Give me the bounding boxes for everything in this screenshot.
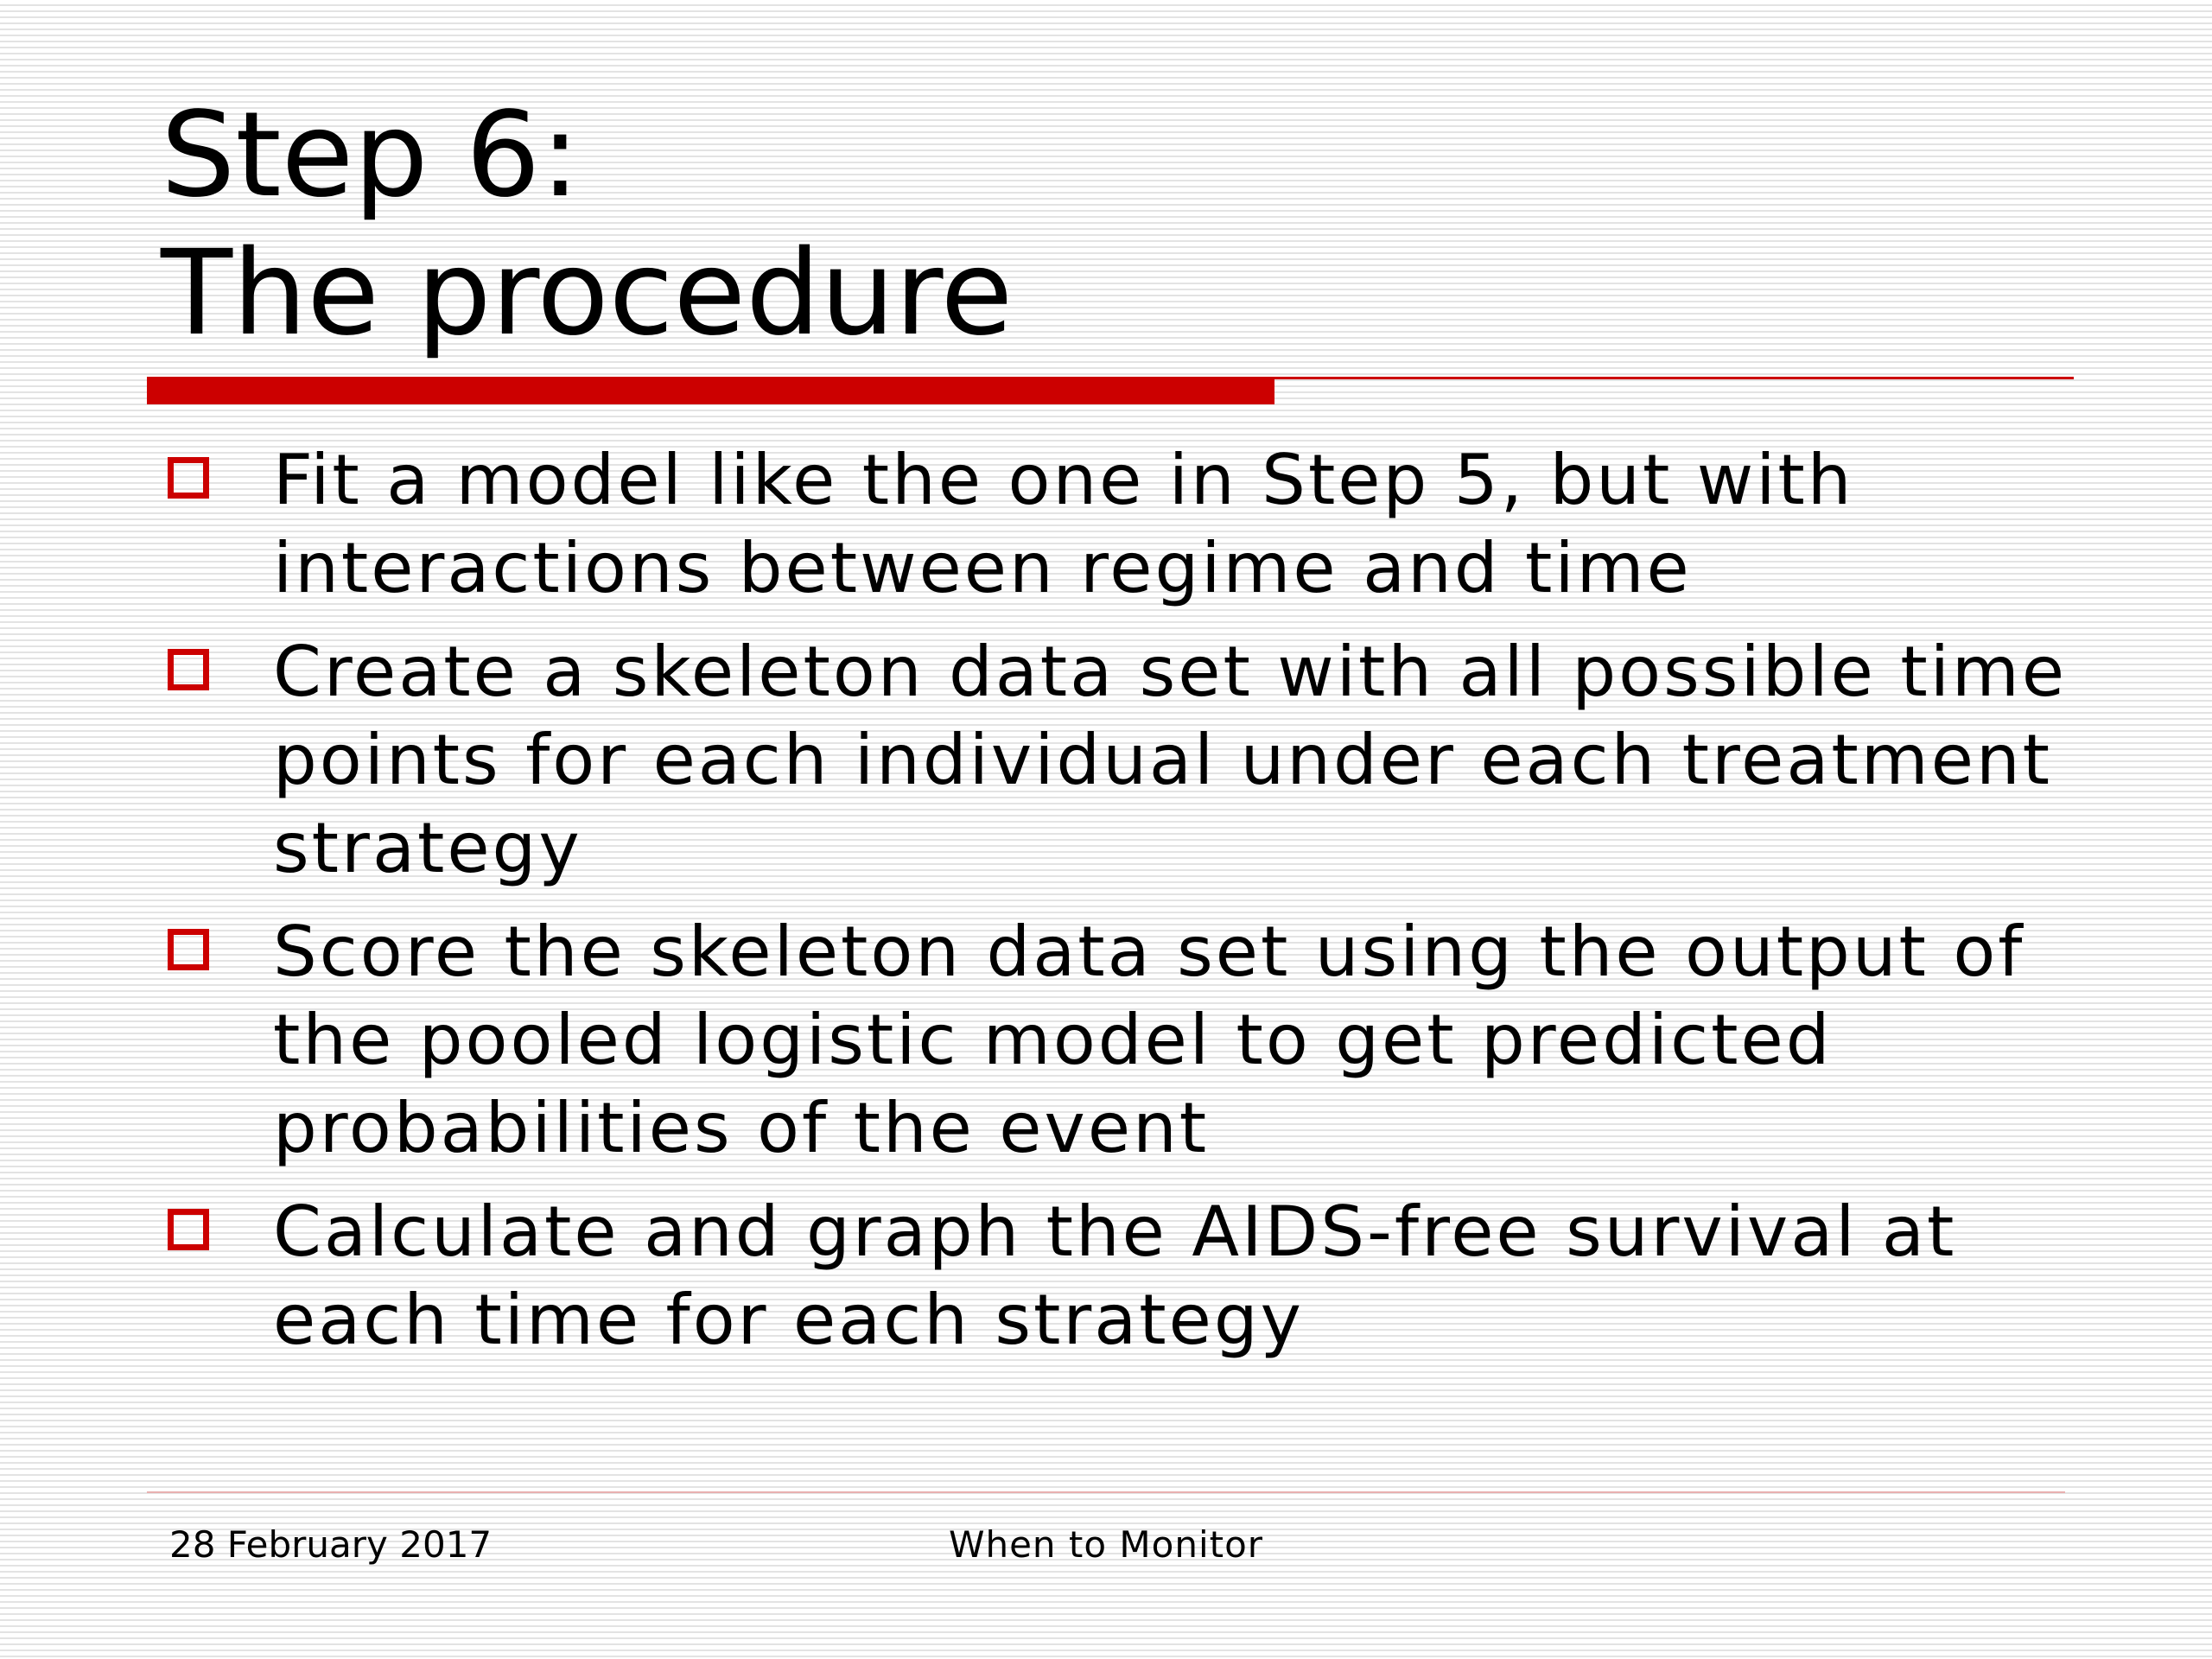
bullet-text: Fit a model like the one in Step 5, but with interactions between regime and time	[273, 440, 1854, 608]
bullet-item	[164, 628, 2100, 893]
title-underline-thick	[147, 377, 1274, 404]
hollow-square-icon	[168, 1209, 209, 1250]
slide-title	[161, 86, 1013, 363]
hollow-square-icon	[168, 457, 209, 499]
hollow-square-icon	[168, 929, 209, 970]
title-line-1: Step 6:	[161, 87, 581, 224]
footer-date: 28 February 2017	[169, 1523, 493, 1566]
title-underline-thin	[1274, 377, 2074, 379]
hollow-square-icon	[168, 649, 209, 690]
bullet-text: Calculate and graph the AIDS-free survival at each time for each strategy	[273, 1192, 1957, 1360]
title-line-2: The procedure	[161, 226, 1014, 362]
bullet-text: Create a skeleton data set with all possible time points for each individual under each treatment strategy	[273, 632, 2068, 888]
bullet-item	[164, 436, 2100, 613]
bullet-item	[164, 908, 2100, 1173]
bullet-text: Score the skeleton data set using the output of the pooled logistic model to get predicted probabilities of the event	[273, 912, 2025, 1168]
bullet-list	[164, 436, 2100, 1380]
footer-title: When to Monitor	[948, 1523, 1264, 1566]
footer-divider	[147, 1491, 2065, 1493]
bullet-item	[164, 1188, 2100, 1364]
